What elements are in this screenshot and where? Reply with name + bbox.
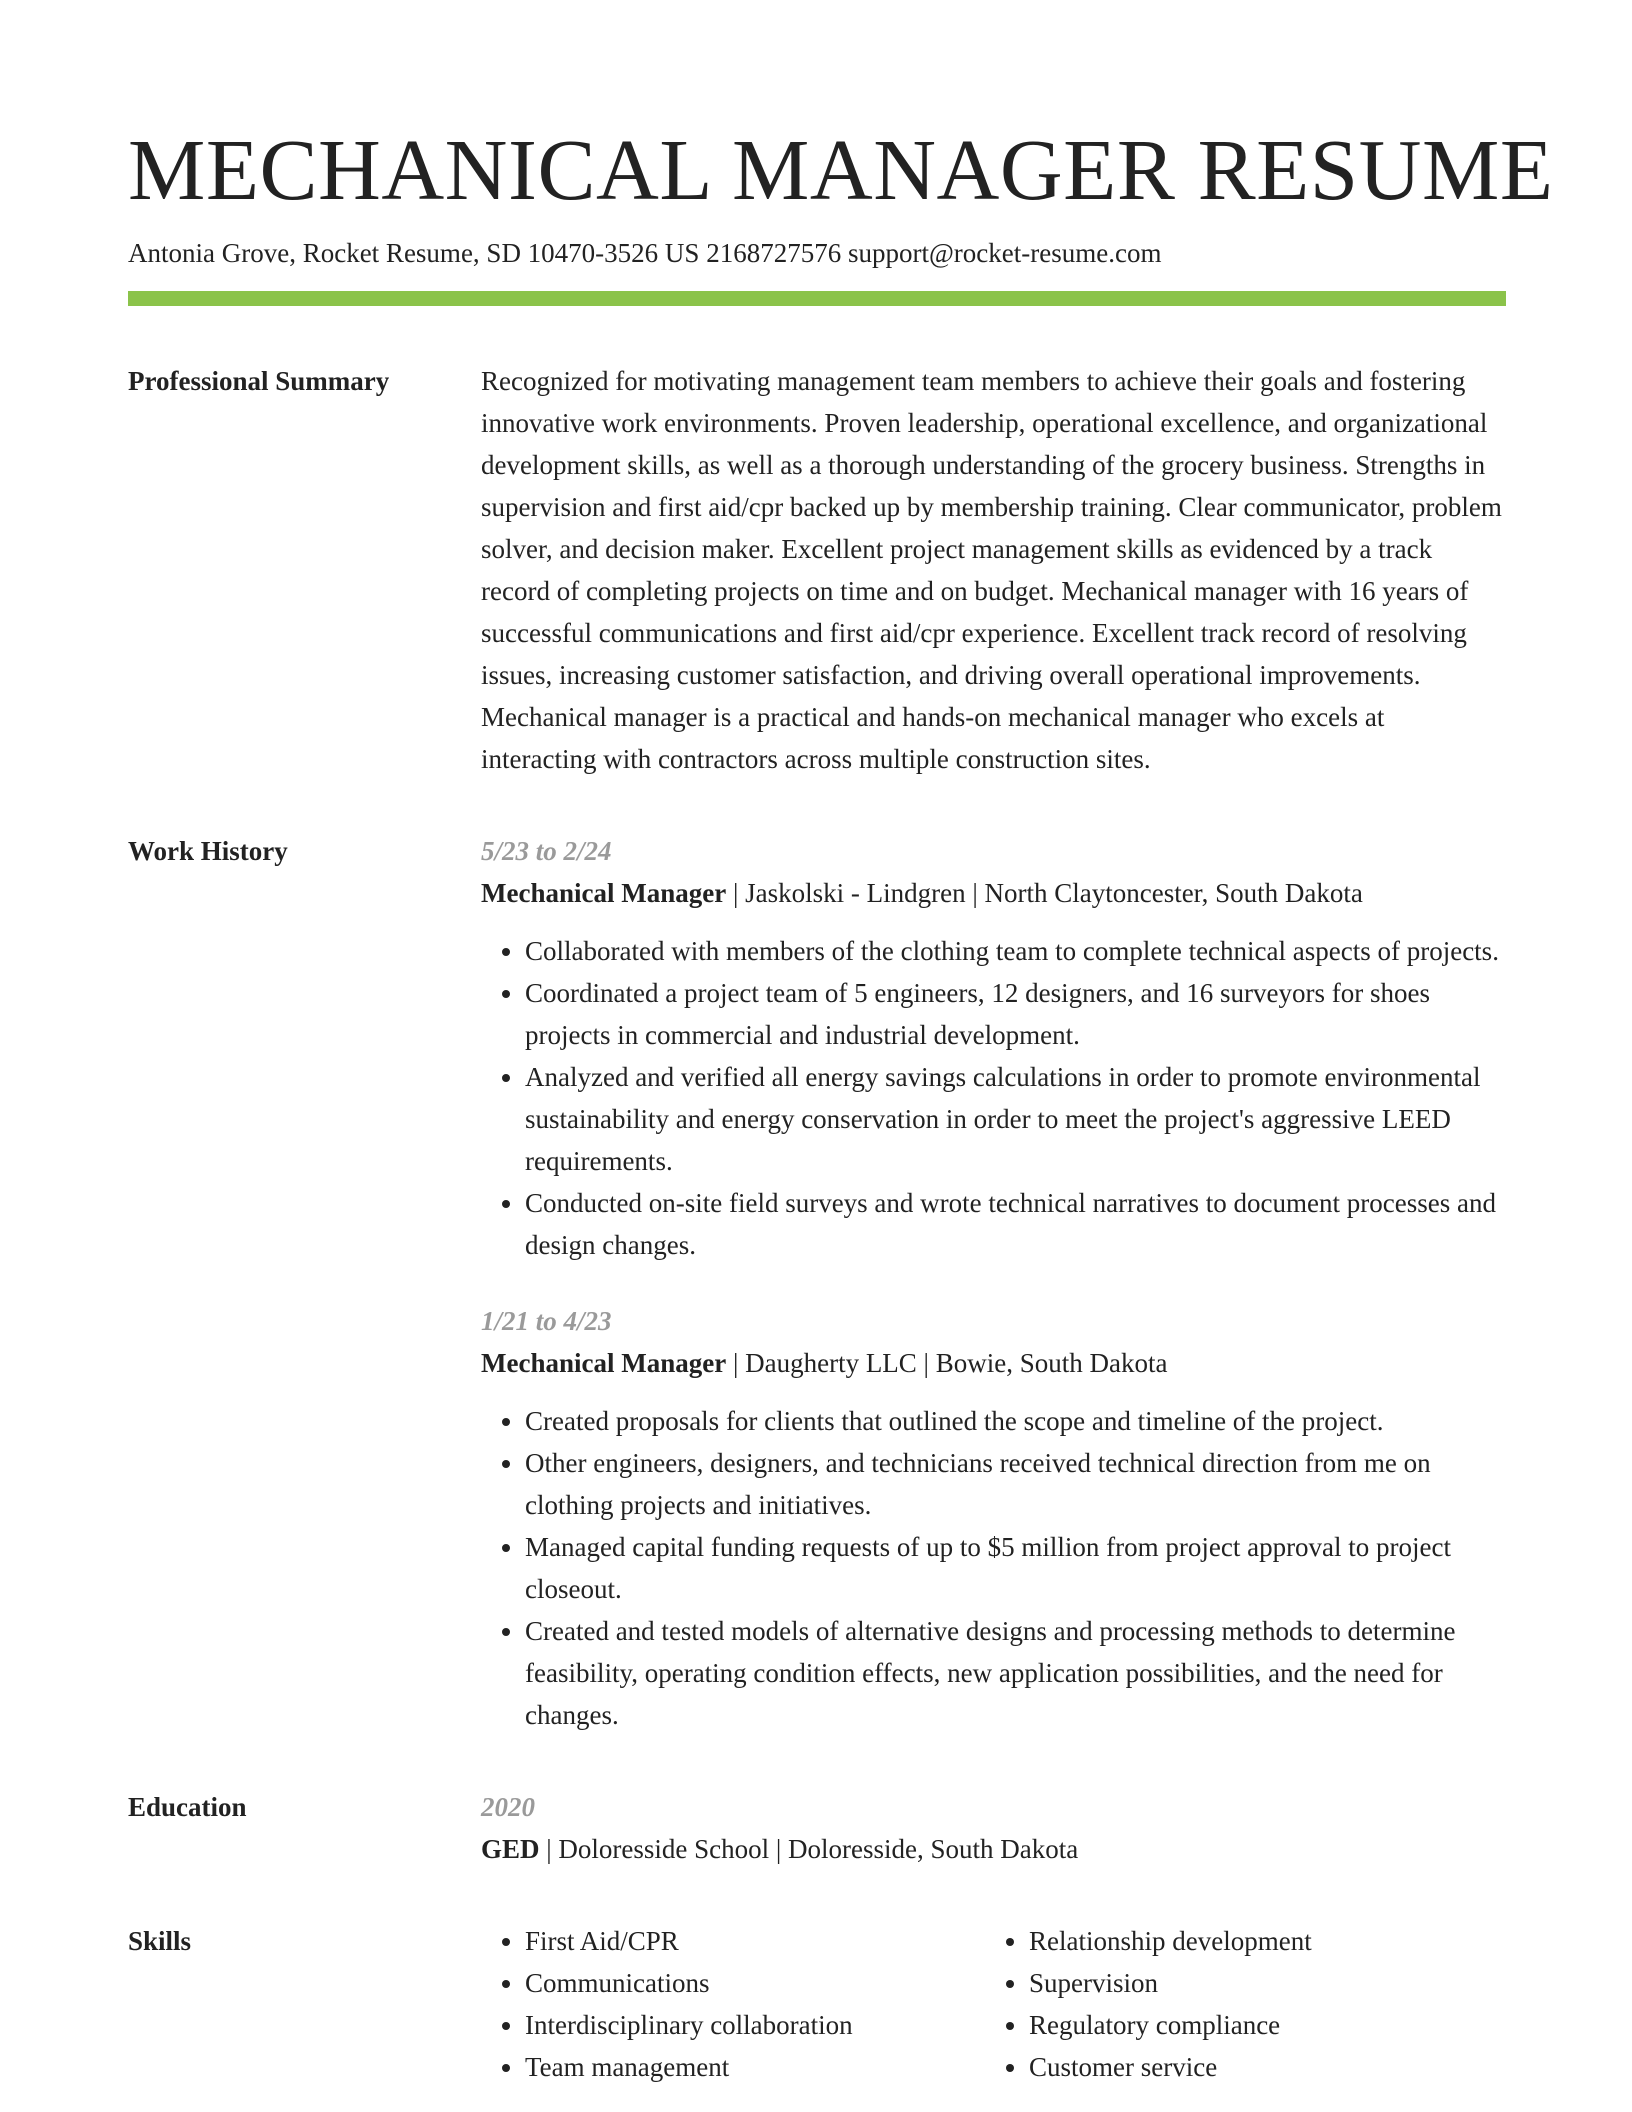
skill-item: • Team management [525, 2046, 985, 2088]
job-role: Mechanical Manager [481, 1348, 727, 1378]
header-divider [128, 291, 1506, 306]
skill-item: • Supervision [1029, 1962, 1509, 2004]
job-bullet: • Analyzed and verified all energy savings calculations in order to promote environmental sustainability and energy conservation in order to meet the project's aggressive LEED requirements. [525, 1056, 1506, 1182]
skills-section [128, 1920, 1506, 2088]
education-heading [481, 1828, 1506, 1870]
job-entry [481, 830, 1506, 1266]
job-heading [481, 1342, 1506, 1384]
job-dates: 5/23 to 2/24 [481, 836, 612, 866]
skill-item: • Interdisciplinary collaboration [525, 2004, 985, 2046]
contact-line: Antonia Grove, Rocket Resume, SD 10470-3526 US 2168727576 support@rocket-resume.com [128, 238, 1162, 268]
skill-item: • Relationship development [1029, 1920, 1509, 1962]
job-bullet: • Managed capital funding requests of up to $5 million from project approval to project closeout. [525, 1526, 1506, 1610]
work-history-label: Work History [128, 836, 288, 866]
resume-title: MECHANICAL MANAGER RESUME [128, 121, 1554, 218]
skills-column [985, 1920, 1509, 2088]
job-bullet: • Collaborated with members of the clothing team to complete technical aspects of projects. [525, 930, 1506, 972]
job-bullets [481, 930, 1506, 1266]
education-label: Education [128, 1792, 247, 1822]
job-details: | Daugherty LLC | Bowie, South Dakota [726, 1348, 1168, 1378]
work-history-section [128, 830, 1506, 1736]
education-degree: GED [481, 1834, 540, 1864]
skill-item: • Regulatory compliance [1029, 2004, 1509, 2046]
skill-item: • Communications [525, 1962, 985, 2004]
education-year: 2020 [481, 1792, 535, 1822]
resume-page [128, 120, 1554, 2088]
job-heading [481, 872, 1506, 914]
job-dates: 1/21 to 4/23 [481, 1306, 612, 1336]
skill-item: • First Aid/CPR [525, 1920, 985, 1962]
summary-section [128, 360, 1506, 780]
education-section [128, 1786, 1506, 1870]
job-entry [481, 1300, 1506, 1736]
job-bullet: • Created proposals for clients that outlined the scope and timeline of the project. [525, 1400, 1506, 1442]
skill-item: • Customer service [1029, 2046, 1509, 2088]
job-bullets [481, 1400, 1506, 1736]
summary-label: Professional Summary [128, 366, 390, 396]
skills-list [481, 1920, 1506, 2088]
job-details: | Jaskolski - Lindgren | North Claytoncester, South Dakota [726, 878, 1363, 908]
education-details: | Doloresside School | Doloresside, South Dakota [539, 1834, 1079, 1864]
job-bullet: • Conducted on-site field surveys and wrote technical narratives to document processes and design changes. [525, 1182, 1506, 1266]
summary-text: Recognized for motivating management team members to achieve their goals and fostering innovative work environments. Proven leadership, operational excellence, and organizational development skills, as well as a thorough understanding of the grocery business. Strengths in supervision and first aid/cpr backed up by membership training. Clear communicator, problem solver, and decision maker. Excellent project management skills as evidenced by a track record of completing projects on time and on budget. Mechanical manager with 16 years of successful communications and first aid/cpr experience. Excellent track record of resolving issues, increasing customer satisfaction, and driving overall operational improvements. Mechanical manager is a practical and hands-on mechanical manager who excels at interacting with contractors across multiple construction sites. [481, 366, 1502, 774]
job-role: Mechanical Manager [481, 878, 727, 908]
job-bullet: • Created and tested models of alternative designs and processing methods to determine feasibility, operating condition effects, new application possibilities, and the need for changes. [525, 1610, 1506, 1736]
job-bullet: • Other engineers, designers, and technicians received technical direction from me on clothing projects and initiatives. [525, 1442, 1506, 1526]
skills-label: Skills [128, 1926, 192, 1956]
skills-column [481, 1920, 985, 2088]
job-bullet: • Coordinated a project team of 5 engineers, 12 designers, and 16 surveyors for shoes projects in commercial and industrial development. [525, 972, 1506, 1056]
